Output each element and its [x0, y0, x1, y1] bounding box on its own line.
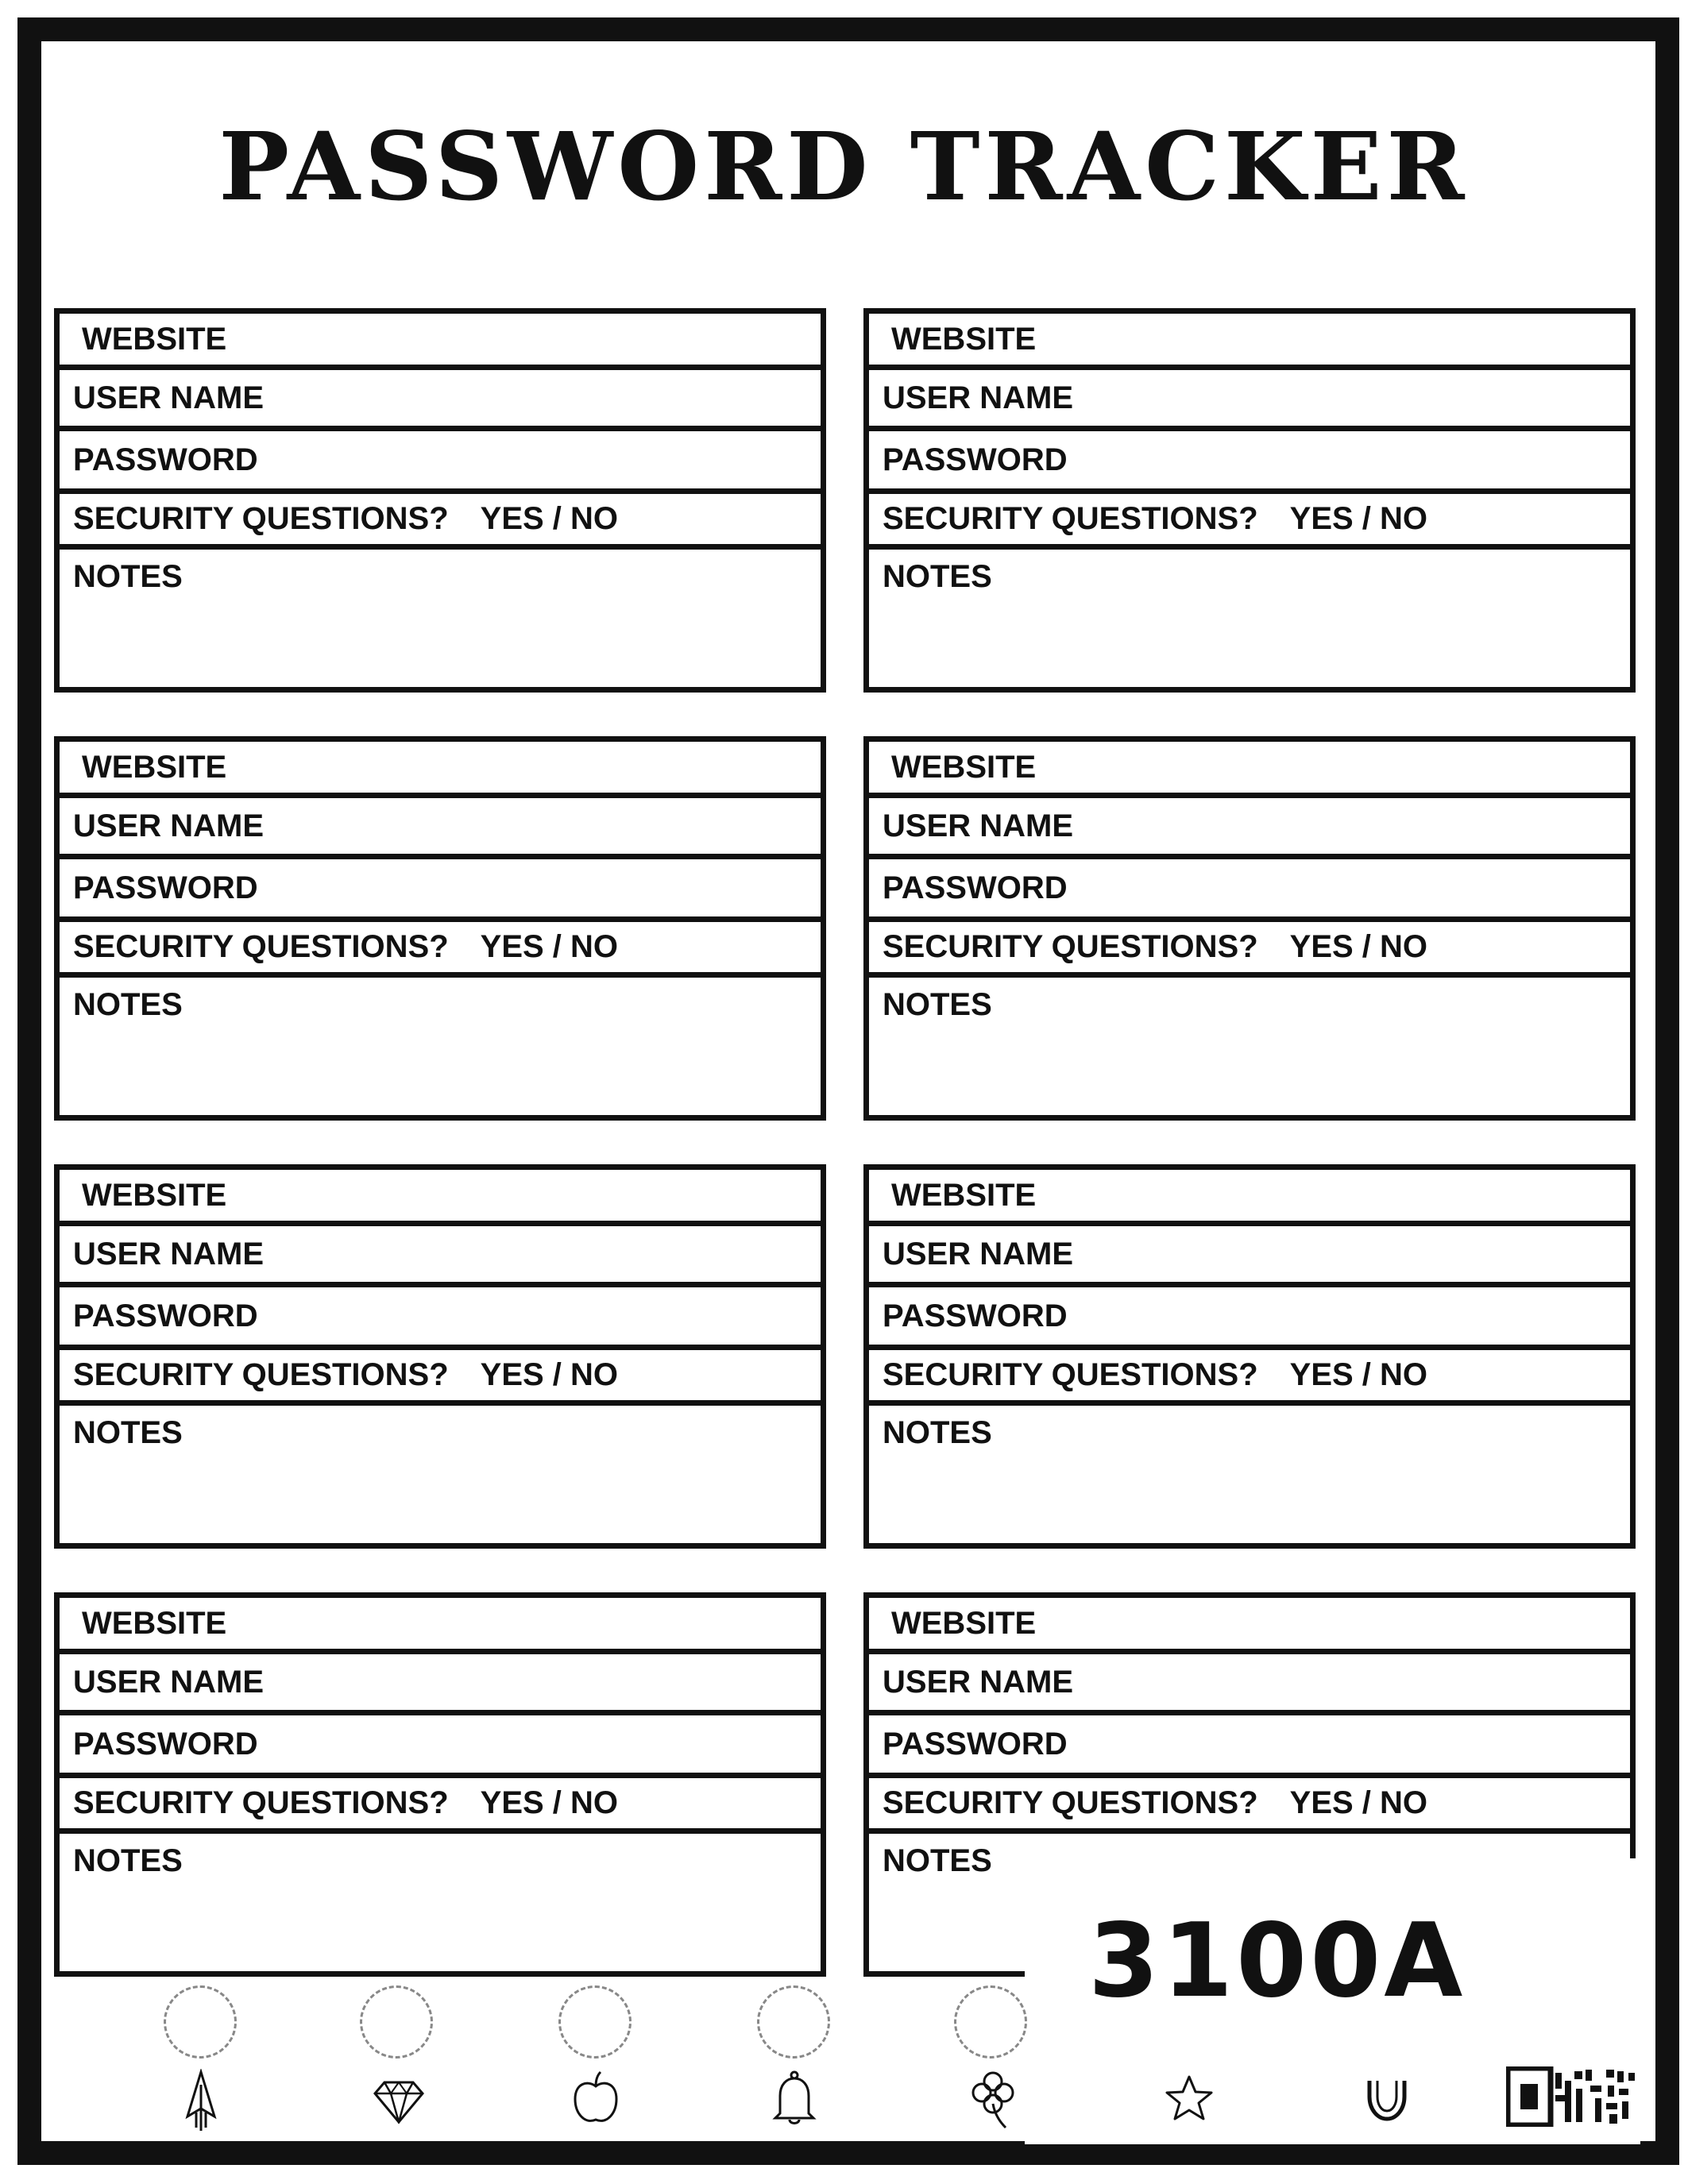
security-questions-field[interactable]	[60, 1778, 821, 1834]
password-label: PASSWORD	[883, 870, 1068, 905]
notes-field[interactable]	[869, 978, 1630, 1115]
website-field[interactable]	[60, 742, 821, 798]
website-field[interactable]	[869, 1170, 1630, 1226]
password-label: PASSWORD	[883, 1298, 1068, 1333]
diamond-icon	[373, 2079, 424, 2124]
user-name-label: USER NAME	[883, 380, 1074, 415]
user-name-label: USER NAME	[883, 1664, 1074, 1700]
security-questions-field[interactable]	[60, 494, 821, 550]
security-questions-label: SECURITY QUESTIONS?	[73, 501, 449, 536]
website-field[interactable]	[60, 1170, 821, 1226]
user-name-label: USER NAME	[73, 380, 265, 415]
password-label: PASSWORD	[73, 442, 258, 477]
website-label: WEBSITE	[82, 749, 227, 785]
yes-no-option[interactable]: YES / NO	[1289, 1785, 1428, 1820]
password-entry-card	[54, 736, 826, 1121]
website-label: WEBSITE	[891, 321, 1037, 357]
password-entry-card	[54, 308, 826, 693]
password-entry-card	[54, 1164, 826, 1549]
user-name-field[interactable]	[60, 1226, 821, 1287]
password-label: PASSWORD	[73, 870, 258, 905]
notes-label: NOTES	[883, 987, 992, 1022]
security-questions-field[interactable]	[869, 922, 1630, 978]
notes-field[interactable]	[60, 978, 821, 1115]
user-name-label: USER NAME	[73, 1236, 265, 1271]
qr-code-icon	[1506, 2066, 1636, 2127]
sticker-circle[interactable]	[558, 1985, 632, 2059]
password-field[interactable]	[869, 859, 1630, 922]
notes-field[interactable]	[60, 1406, 821, 1543]
security-questions-field[interactable]	[869, 1778, 1630, 1834]
password-field[interactable]	[869, 1715, 1630, 1778]
sticker-circle[interactable]	[164, 1985, 237, 2059]
rocket-icon	[181, 2069, 221, 2132]
security-questions-label: SECURITY QUESTIONS?	[73, 929, 449, 964]
sticker-circle[interactable]	[954, 1985, 1027, 2059]
yes-no-option[interactable]: YES / NO	[480, 929, 619, 964]
notes-field[interactable]	[869, 550, 1630, 687]
user-name-field[interactable]	[60, 370, 821, 431]
product-code: 3100A	[1088, 1902, 1466, 2020]
notes-field[interactable]	[60, 1834, 821, 1971]
website-label: WEBSITE	[891, 1177, 1037, 1213]
notes-field[interactable]	[60, 550, 821, 687]
bell-icon	[772, 2069, 817, 2128]
website-label: WEBSITE	[82, 321, 227, 357]
user-name-label: USER NAME	[883, 1236, 1074, 1271]
yes-no-option[interactable]: YES / NO	[480, 501, 619, 536]
notes-label: NOTES	[73, 559, 183, 594]
password-field[interactable]	[869, 1287, 1630, 1350]
security-questions-label: SECURITY QUESTIONS?	[883, 1357, 1258, 1392]
user-name-field[interactable]	[60, 798, 821, 859]
notes-field[interactable]	[869, 1406, 1630, 1543]
security-questions-label: SECURITY QUESTIONS?	[883, 1785, 1258, 1820]
yes-no-option[interactable]: YES / NO	[480, 1785, 619, 1820]
website-field[interactable]	[60, 314, 821, 370]
website-field[interactable]	[60, 1598, 821, 1654]
user-name-field[interactable]	[869, 1226, 1630, 1287]
password-field[interactable]	[869, 431, 1630, 494]
clover-icon	[969, 2069, 1017, 2129]
yes-no-option[interactable]: YES / NO	[1289, 1357, 1428, 1392]
security-questions-label: SECURITY QUESTIONS?	[883, 501, 1258, 536]
star-icon	[1165, 2074, 1214, 2122]
notes-label: NOTES	[883, 1415, 992, 1450]
sticker-circle[interactable]	[360, 1985, 433, 2059]
yes-no-option[interactable]: YES / NO	[480, 1357, 619, 1392]
notes-label: NOTES	[73, 987, 183, 1022]
security-questions-field[interactable]	[869, 1350, 1630, 1406]
apple-icon	[572, 2070, 620, 2126]
password-field[interactable]	[60, 859, 821, 922]
website-field[interactable]	[869, 1598, 1630, 1654]
sticker-circle[interactable]	[757, 1985, 830, 2059]
password-entry-card	[863, 1164, 1636, 1549]
user-name-label: USER NAME	[73, 1664, 265, 1700]
notes-label: NOTES	[883, 559, 992, 594]
password-label: PASSWORD	[883, 1726, 1068, 1761]
website-label: WEBSITE	[82, 1605, 227, 1641]
website-field[interactable]	[869, 742, 1630, 798]
website-label: WEBSITE	[82, 1177, 227, 1213]
password-field[interactable]	[60, 1715, 821, 1778]
horseshoe-icon	[1363, 2076, 1411, 2122]
user-name-label: USER NAME	[883, 808, 1074, 843]
password-label: PASSWORD	[73, 1726, 258, 1761]
security-questions-field[interactable]	[60, 922, 821, 978]
password-field[interactable]	[60, 431, 821, 494]
password-label: PASSWORD	[73, 1298, 258, 1333]
password-entry-card	[863, 308, 1636, 693]
notes-label: NOTES	[883, 1843, 992, 1878]
password-field[interactable]	[60, 1287, 821, 1350]
yes-no-option[interactable]: YES / NO	[1289, 929, 1428, 964]
website-label: WEBSITE	[891, 1605, 1037, 1641]
password-label: PASSWORD	[883, 442, 1068, 477]
notes-label: NOTES	[73, 1415, 183, 1450]
user-name-field[interactable]	[869, 1654, 1630, 1715]
security-questions-label: SECURITY QUESTIONS?	[73, 1357, 449, 1392]
user-name-label: USER NAME	[73, 808, 265, 843]
security-questions-label: SECURITY QUESTIONS?	[883, 929, 1258, 964]
security-questions-field[interactable]	[60, 1350, 821, 1406]
website-field[interactable]	[869, 314, 1630, 370]
user-name-field[interactable]	[869, 370, 1630, 431]
yes-no-option[interactable]: YES / NO	[1289, 501, 1428, 536]
website-label: WEBSITE	[891, 749, 1037, 785]
page-title: PASSWORD TRACKER	[218, 111, 1470, 222]
security-questions-field[interactable]	[869, 494, 1630, 550]
password-entry-card	[863, 736, 1636, 1121]
security-questions-label: SECURITY QUESTIONS?	[73, 1785, 449, 1820]
user-name-field[interactable]	[60, 1654, 821, 1715]
user-name-field[interactable]	[869, 798, 1630, 859]
notes-label: NOTES	[73, 1843, 183, 1878]
password-entry-card	[54, 1592, 826, 1977]
